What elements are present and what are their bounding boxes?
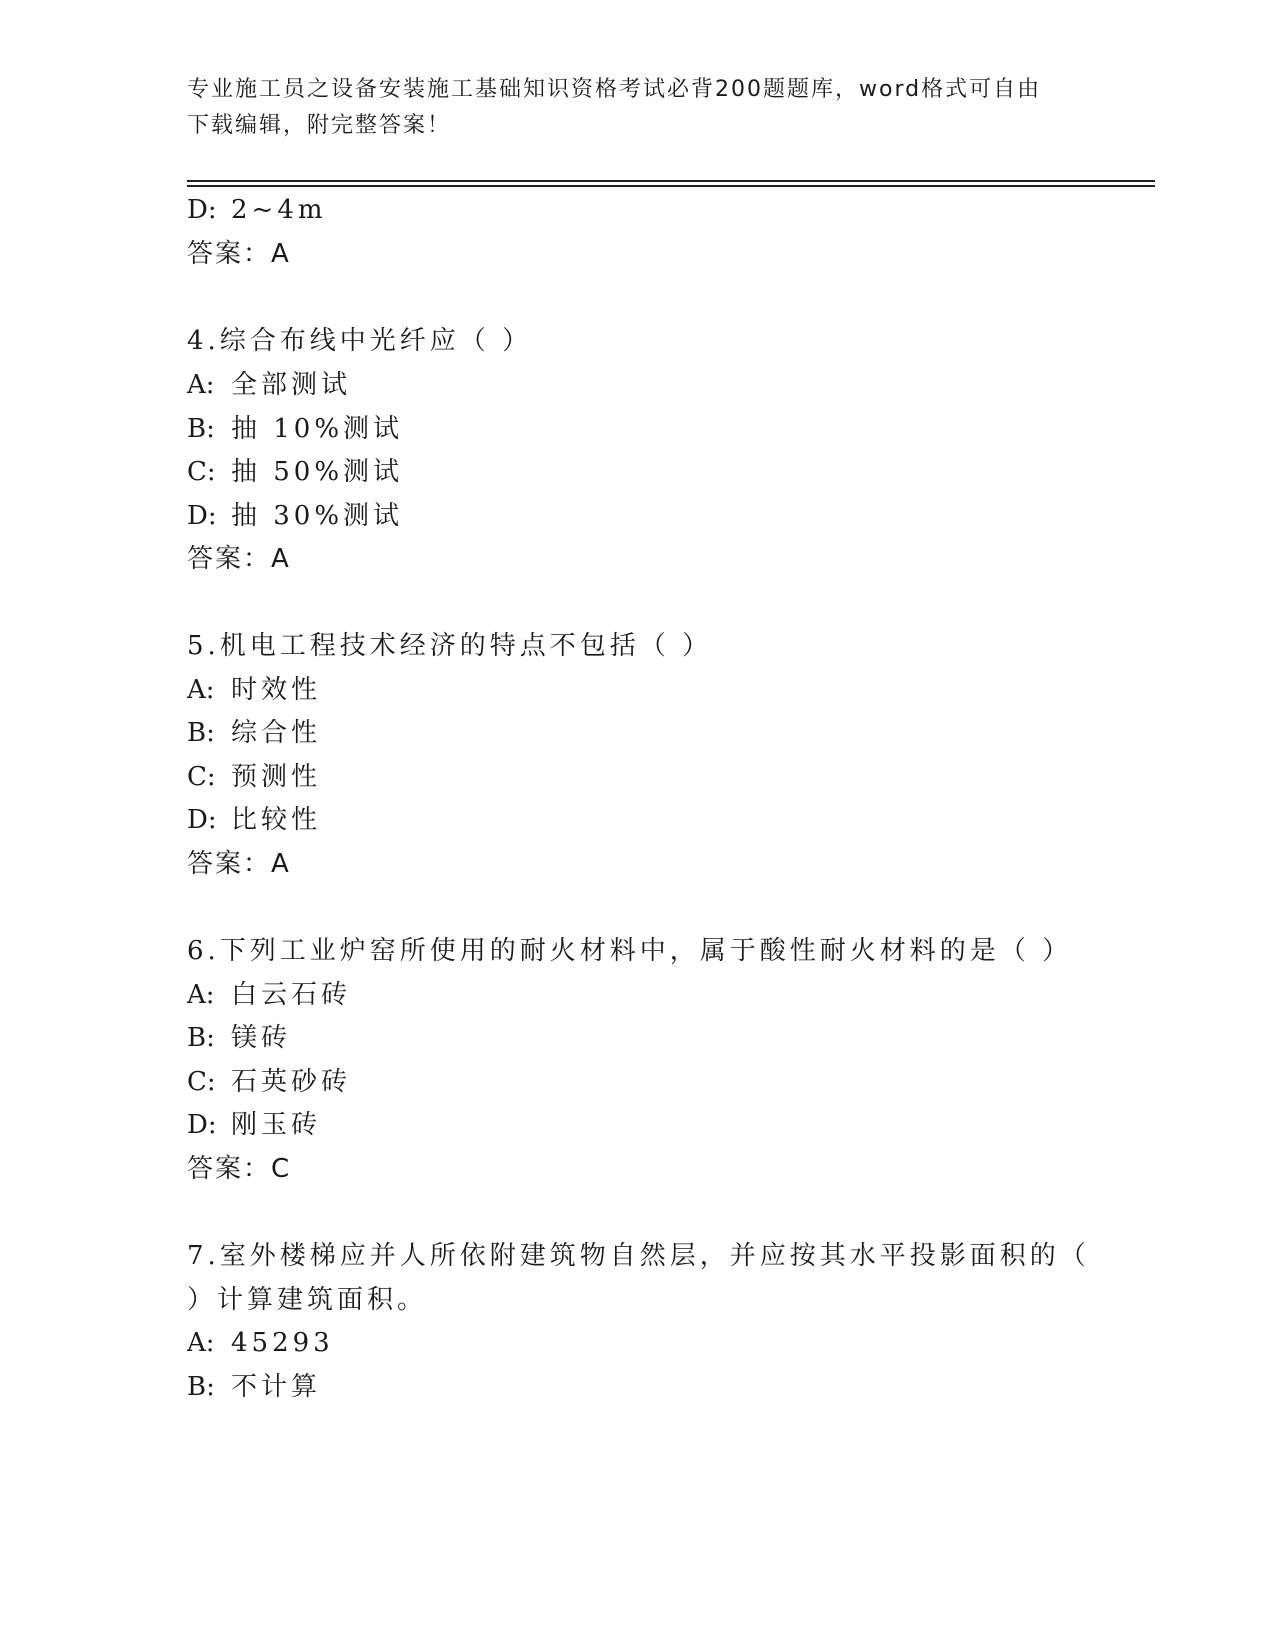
option-text: 时效性 [231, 675, 322, 705]
option-text: 预测性 [231, 762, 322, 792]
option-label: D: [187, 805, 217, 835]
question-6-option-c [187, 1065, 351, 1099]
question-7-stem-continued: ）计算建筑面积。 [187, 1285, 428, 1315]
option-text: 刚玉砖 [231, 1110, 322, 1140]
option-label: B: [187, 1372, 215, 1402]
question-4-answer: 答案：A [187, 544, 291, 574]
option-text: 白云石砖 [231, 980, 352, 1010]
question-6-answer: 答案：C [187, 1154, 292, 1184]
option-text: 抽 10%测试 [231, 414, 404, 444]
question-4-stem: 4.综合布线中光纤应（ ） [187, 326, 533, 356]
option-label: A: [187, 675, 215, 705]
question-5-stem: 5.机电工程技术经济的特点不包括（ ） [187, 631, 713, 661]
option-label: D: [187, 1110, 217, 1140]
question-4-option-c [187, 455, 403, 489]
option-label: B: [187, 414, 215, 444]
option-text: 不计算 [231, 1372, 322, 1402]
header-line-2: 下载编辑，附完整答案！ [187, 113, 452, 138]
header-divider-top [187, 180, 1155, 182]
prev-option-d [187, 193, 327, 227]
option-text: 镁砖 [231, 1023, 292, 1053]
question-5-option-d [187, 803, 321, 837]
option-label: A: [187, 370, 215, 400]
option-label: D: [187, 195, 217, 225]
header-line-1: 专业施工员之设备安装施工基础知识资格考试必背200题题库，word格式可自由 [187, 77, 1042, 102]
question-4-option-a [187, 368, 351, 402]
question-5-option-c [187, 760, 321, 794]
question-6-stem: 6.下列工业炉窑所使用的耐火材料中，属于酸性耐火材料的是（ ） [187, 936, 1073, 966]
question-5-option-a [187, 673, 321, 707]
question-6-option-b [187, 1021, 291, 1055]
option-label: D: [187, 501, 217, 531]
option-text: 45293 [231, 1328, 334, 1358]
question-7-option-a [187, 1326, 334, 1360]
question-5-option-b [187, 716, 321, 750]
question-5-answer: 答案：A [187, 849, 291, 879]
option-text: 综合性 [231, 718, 322, 748]
option-label: B: [187, 1023, 215, 1053]
option-label: C: [187, 457, 216, 487]
option-text: 抽 30%测试 [231, 501, 404, 531]
document-header [187, 72, 1087, 144]
option-label: C: [187, 762, 216, 792]
option-text: 抽 50%测试 [231, 457, 404, 487]
option-label: A: [187, 980, 215, 1010]
option-text: 2~4m [231, 195, 327, 225]
question-6-option-d [187, 1108, 321, 1142]
option-text: 全部测试 [231, 370, 352, 400]
option-text: 石英砂砖 [231, 1067, 352, 1097]
question-4-option-b [187, 412, 403, 446]
prev-answer: 答案：A [187, 239, 291, 269]
question-7-stem: 7.室外楼梯应并人所依附建筑物自然层，并应按其水平投影面积的（ [187, 1241, 1090, 1271]
question-7-option-b [187, 1370, 321, 1404]
option-label: B: [187, 718, 215, 748]
option-label: C: [187, 1067, 216, 1097]
option-label: A: [187, 1328, 215, 1358]
question-6-option-a [187, 978, 351, 1012]
header-divider-bottom [187, 185, 1155, 187]
question-4-option-d [187, 499, 403, 533]
option-text: 比较性 [231, 805, 322, 835]
